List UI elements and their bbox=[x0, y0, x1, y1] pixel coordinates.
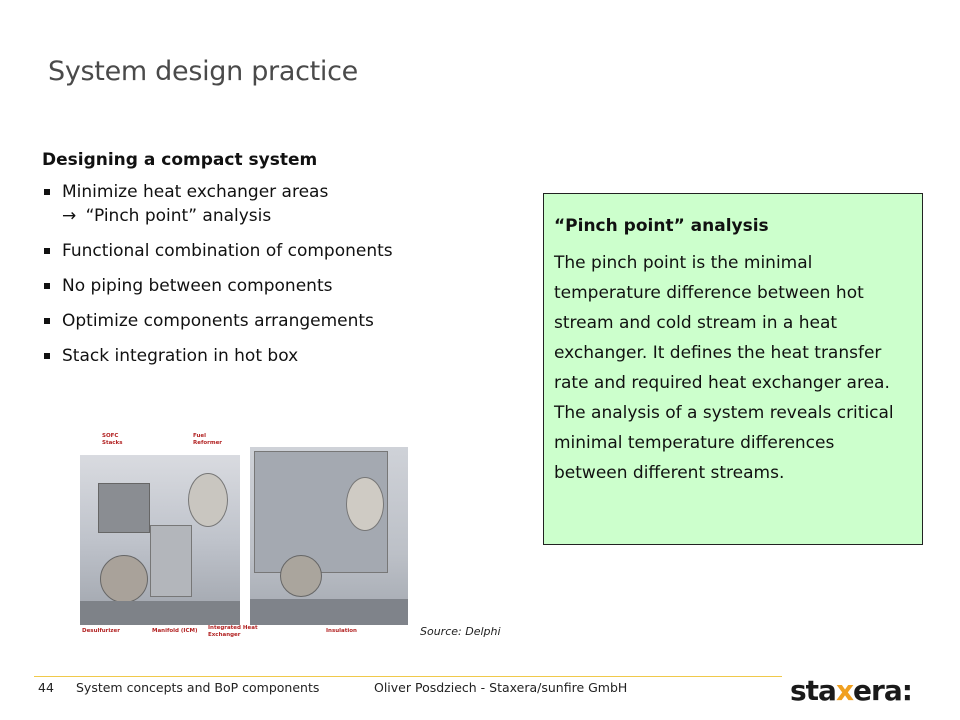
bullet-square-icon bbox=[44, 318, 50, 324]
bullet-item bbox=[42, 239, 512, 263]
bullet-item bbox=[42, 180, 512, 228]
footer-section: System concepts and BoP components bbox=[76, 680, 320, 695]
arrow-right-icon: → bbox=[62, 206, 77, 226]
label-sofc-stacks: SOFC Stacks bbox=[102, 433, 123, 446]
logo-text-part1: sta bbox=[790, 674, 836, 707]
info-box-text: The pinch point is the minimal temperature difference between hot stream and cold stream in a heat exchanger. It defines the heat transfer rate and required heat exchanger area. The analysis of a system reveals critical minimal temperature differences between different streams. bbox=[554, 253, 894, 483]
footer-divider bbox=[34, 676, 782, 677]
manifold-disc-shape bbox=[100, 555, 148, 603]
bullet-square-icon bbox=[44, 189, 50, 195]
section-heading: Designing a compact system bbox=[42, 150, 318, 170]
bullet-subtext: “Pinch point” analysis bbox=[85, 206, 272, 226]
image-source: Source: Delphi bbox=[420, 625, 501, 638]
info-box-title: “Pinch point” analysis bbox=[554, 216, 769, 236]
reformer-disc-shape bbox=[188, 473, 228, 527]
system-photo-labeled bbox=[80, 455, 240, 625]
reformer-disc-shape bbox=[346, 477, 384, 531]
bullet-text: No piping between components bbox=[62, 276, 333, 296]
manifold-disc-shape bbox=[280, 555, 322, 597]
bullet-square-icon bbox=[44, 283, 50, 289]
staxera-logo bbox=[790, 674, 912, 707]
bullet-text: Functional combination of components bbox=[62, 241, 393, 261]
pipe-shape bbox=[150, 525, 192, 597]
system-photos bbox=[78, 425, 413, 647]
pinch-point-info-box bbox=[543, 193, 923, 545]
bullet-subline bbox=[62, 204, 512, 228]
bullet-square-icon bbox=[44, 248, 50, 254]
bullet-item bbox=[42, 344, 512, 368]
label-manifold: Manifold (ICM) bbox=[152, 628, 198, 634]
system-photo-insulated bbox=[250, 447, 408, 625]
base-frame-shape bbox=[80, 601, 240, 625]
content-area bbox=[42, 150, 512, 379]
bullet-list bbox=[42, 180, 512, 368]
logo-colon: : bbox=[901, 674, 912, 707]
stack-block-shape bbox=[98, 483, 150, 533]
bullet-item bbox=[42, 274, 512, 298]
label-desulfurizer: Desulfurizer bbox=[82, 628, 120, 634]
bullet-square-icon bbox=[44, 353, 50, 359]
page-number: 44 bbox=[38, 680, 54, 695]
bullet-text: Minimize heat exchanger areas bbox=[62, 182, 329, 202]
slide-title: System design practice bbox=[48, 56, 358, 87]
bullet-item bbox=[42, 309, 512, 333]
footer-author: Oliver Posdziech - Staxera/sunfire GmbH bbox=[374, 680, 628, 695]
bullet-text: Stack integration in hot box bbox=[62, 346, 299, 366]
label-insulation: Insulation bbox=[326, 628, 357, 634]
bullet-text: Optimize components arrangements bbox=[62, 311, 374, 331]
base-frame-shape bbox=[250, 599, 408, 625]
logo-text-part2: era bbox=[853, 674, 902, 707]
logo-x: x bbox=[835, 674, 854, 707]
label-fuel-reformer: Fuel Reformer bbox=[193, 433, 223, 446]
label-integrated-heat-exchanger: Integrated Heat Exchanger bbox=[208, 625, 258, 638]
